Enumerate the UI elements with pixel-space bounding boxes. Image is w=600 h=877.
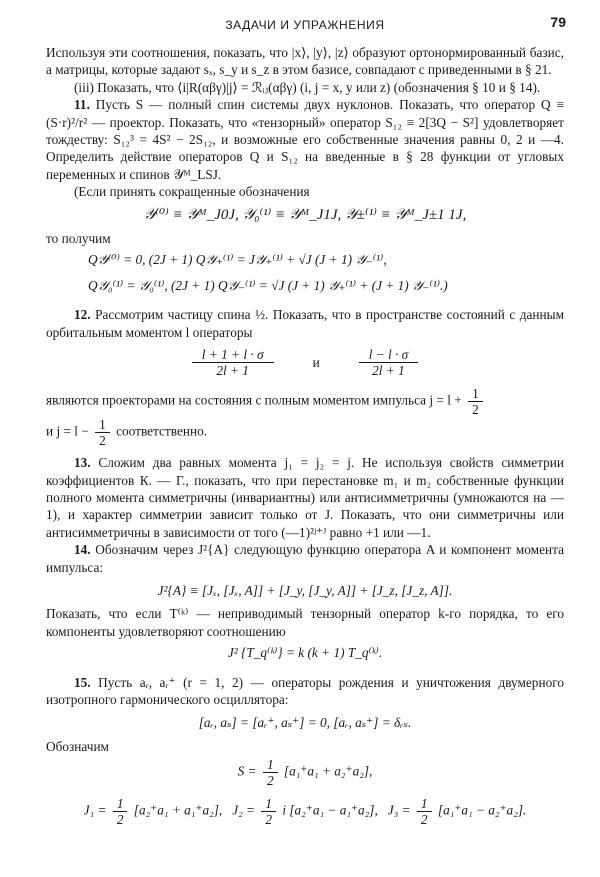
equation-S bbox=[46, 757, 564, 788]
problem-12-tail-b-post: соответственно. bbox=[116, 423, 208, 439]
problem-11-abbrev: (Если принять сокращенные обозначения bbox=[74, 184, 310, 200]
equation-S-half bbox=[263, 757, 278, 788]
equation-J3-half bbox=[417, 796, 432, 827]
half-b-den: 2 bbox=[99, 433, 106, 449]
problem-14 bbox=[46, 541, 564, 576]
problem-11-text: Пусть S — полный спин системы двух нуклонов. Показать, что оператор Q ≡ (S·r)²/r² — проектор. Показать, что «тензорный» оператор S₁₂ ≡ 2[3Q − S²] удовлетворяет тождеству: S₁₂³ = 4S² − 2S₁₂, и возможные его собственные значения равны 0, 2 и —4. Определить действие операторов Q и S₁₂ на введенные в § 28 функции от угловых переменных и спинов 𝒴ᴹ_LSJ. bbox=[46, 97, 564, 182]
equation-J1-rhs: [a₂⁺a₁ + a₁⁺a₂], bbox=[133, 802, 223, 818]
equation-S-lhs: S = bbox=[237, 763, 257, 779]
projector-1-numerator: l + 1 + l · σ bbox=[192, 347, 274, 363]
equation-J2-half-den: 2 bbox=[265, 812, 273, 828]
half-a-den: 2 bbox=[472, 402, 479, 418]
half-fraction-b bbox=[95, 417, 110, 448]
equation-J3-half-den: 2 bbox=[420, 812, 428, 828]
then-we-get: то получим bbox=[46, 231, 111, 247]
problem-15 bbox=[46, 674, 564, 709]
problem-12-text: Рассмотрим частицу спина ½. Показать, что в пространстве состояний с данным орбитальным моментом l операторы bbox=[46, 307, 564, 340]
equation-J-row bbox=[46, 796, 564, 827]
equation-J2-lhs: J₂ = bbox=[232, 802, 256, 818]
equation-S-half-num: 1 bbox=[263, 757, 278, 773]
equation-14: J²{A} ≡ [Jₓ, [Jₓ, A]] + [J_y, [J_y, A]] + [J_z, [J_z, A]]. bbox=[157, 582, 453, 598]
problem-15-text: Пусть aᵣ, aᵣ⁺ (r = 1, 2) — операторы рождения и уничтожения двумерного изотропного гармонического осциллятора: bbox=[46, 674, 564, 707]
equation-abbreviations: 𝒴⁽⁰⁾ ≡ 𝒴ᴹ_J0J, 𝒴₀⁽¹⁾ ≡ 𝒴ᴹ_J1J, 𝒴±⁽¹⁾ ≡ 𝒴ᴹ_J±1 1J, bbox=[143, 206, 467, 223]
running-title: ЗАДАЧИ И УПРАЖНЕНИЯ bbox=[225, 18, 385, 32]
problem-13 bbox=[46, 454, 564, 541]
half-b-num: 1 bbox=[95, 417, 110, 433]
projector-1-denominator: 2l + 1 bbox=[216, 363, 249, 379]
problem-12 bbox=[46, 306, 564, 341]
projector-conjunction: и bbox=[312, 354, 320, 370]
problem-15-number: 15. bbox=[74, 674, 91, 690]
problem-13-number: 13. bbox=[74, 455, 91, 471]
projector-2-denominator: 2l + 1 bbox=[372, 363, 405, 379]
equation-J3-half-num: 1 bbox=[417, 796, 432, 812]
equation-S-rhs: [a₁⁺a₁ + a₂⁺a₂], bbox=[283, 763, 373, 779]
equation-J1-half bbox=[113, 796, 128, 827]
equation-row-2: Q𝒴₀⁽¹⁾ = 𝒴₀⁽¹⁾, (2J + 1) Q𝒴₋⁽¹⁾ = √J (J + 1) 𝒴₊⁽¹⁾ + (J + 1) 𝒴₋⁽¹⁾.) bbox=[88, 277, 448, 293]
problem-14-text: Обозначим через J²{A} следующую функцию оператора A и компонент момента импульса: bbox=[46, 542, 564, 575]
top-paragraph: Используя эти соотношения, показать, что |x⟩, |y⟩, |z⟩ образуют ортонормированный базис, а матрицы, которые задают sₓ, s_y и s_z в этом базисе, совпадают с приведенными в § 21. bbox=[46, 45, 564, 78]
equation-J2-half bbox=[261, 796, 276, 827]
equation-J1-half-den: 2 bbox=[116, 812, 124, 828]
running-head bbox=[46, 14, 564, 34]
equation-J3-lhs: J₃ = bbox=[387, 802, 411, 818]
half-fraction-a bbox=[468, 386, 483, 417]
problem-11 bbox=[46, 96, 564, 183]
problem-12-tail-a bbox=[46, 386, 564, 417]
page-number: 79 bbox=[550, 14, 566, 30]
equation-J2-half-num: 1 bbox=[261, 796, 276, 812]
problem-12-tail-b bbox=[46, 417, 564, 448]
problem-12-number: 12. bbox=[74, 307, 91, 323]
projector-1 bbox=[192, 347, 274, 378]
problem-11-number: 11. bbox=[74, 97, 90, 113]
equation-J1-lhs: J₁ = bbox=[83, 802, 107, 818]
half-a-num: 1 bbox=[468, 386, 483, 402]
denote-label: Обозначим bbox=[46, 738, 109, 754]
problem-12-tail-b-pre: и j = l − bbox=[46, 423, 89, 439]
equation-row-1: Q𝒴⁽⁰⁾ = 0, (2J + 1) Q𝒴₊⁽¹⁾ = J𝒴₊⁽¹⁾ + √J (J + 1) 𝒴₋⁽¹⁾, bbox=[88, 252, 387, 268]
item-iii: (iii) Показать, что ⟨i|R(αβγ)|j⟩ = ℛᵢⱼ(αβγ) (i, j = x, y или z) (обозначения § 10 и § 14). bbox=[74, 79, 541, 95]
book-page bbox=[46, 14, 564, 827]
projector-fractions bbox=[46, 347, 564, 378]
equation-15: [aᵣ, aₛ] = [aᵣ⁺, aₛ⁺] = 0, [aᵣ, aₛ⁺] = δᵣₛ. bbox=[198, 715, 412, 731]
problem-13-text: Сложим два равных момента j₁ = j₂ = j. Не используя свойств симметрии коэффициентов К. — Г., показать, что при перестановке m₁ и m₂ собственные функции полного момента симметричны (инвариантны) или антисимметричны (умножаются на —1), и характер симметрии зависит только от J. Показать, что они симметричны или антисимметричны в зависимости от того (—1)²ʲ⁺ᴶ равно +1 или —1. bbox=[46, 455, 564, 540]
projector-2 bbox=[359, 347, 419, 378]
equation-J3-rhs: [a₁⁺a₁ − a₂⁺a₂]. bbox=[437, 802, 527, 818]
problem-14-number: 14. bbox=[74, 542, 91, 558]
projector-2-numerator: l − l · σ bbox=[359, 347, 419, 363]
equation-S-half-den: 2 bbox=[266, 773, 274, 789]
equation-J2-rhs: i [a₂⁺a₁ − a₁⁺a₂], bbox=[282, 802, 378, 818]
problem-14-continued: Показать, что если T⁽ᵏ⁾ — неприводимый тензорный оператор k-го порядка, то его компоненты удовлетворяют соотношению bbox=[46, 606, 564, 639]
equation-J1-half-num: 1 bbox=[113, 796, 128, 812]
problem-12-tail-a-text: являются проекторами на состояния с полным моментом импульса j = l + bbox=[46, 392, 462, 408]
equation-14b: J² {T_q⁽ᵏ⁾} = k (k + 1) T_q⁽ᵏ⁾. bbox=[227, 645, 383, 661]
